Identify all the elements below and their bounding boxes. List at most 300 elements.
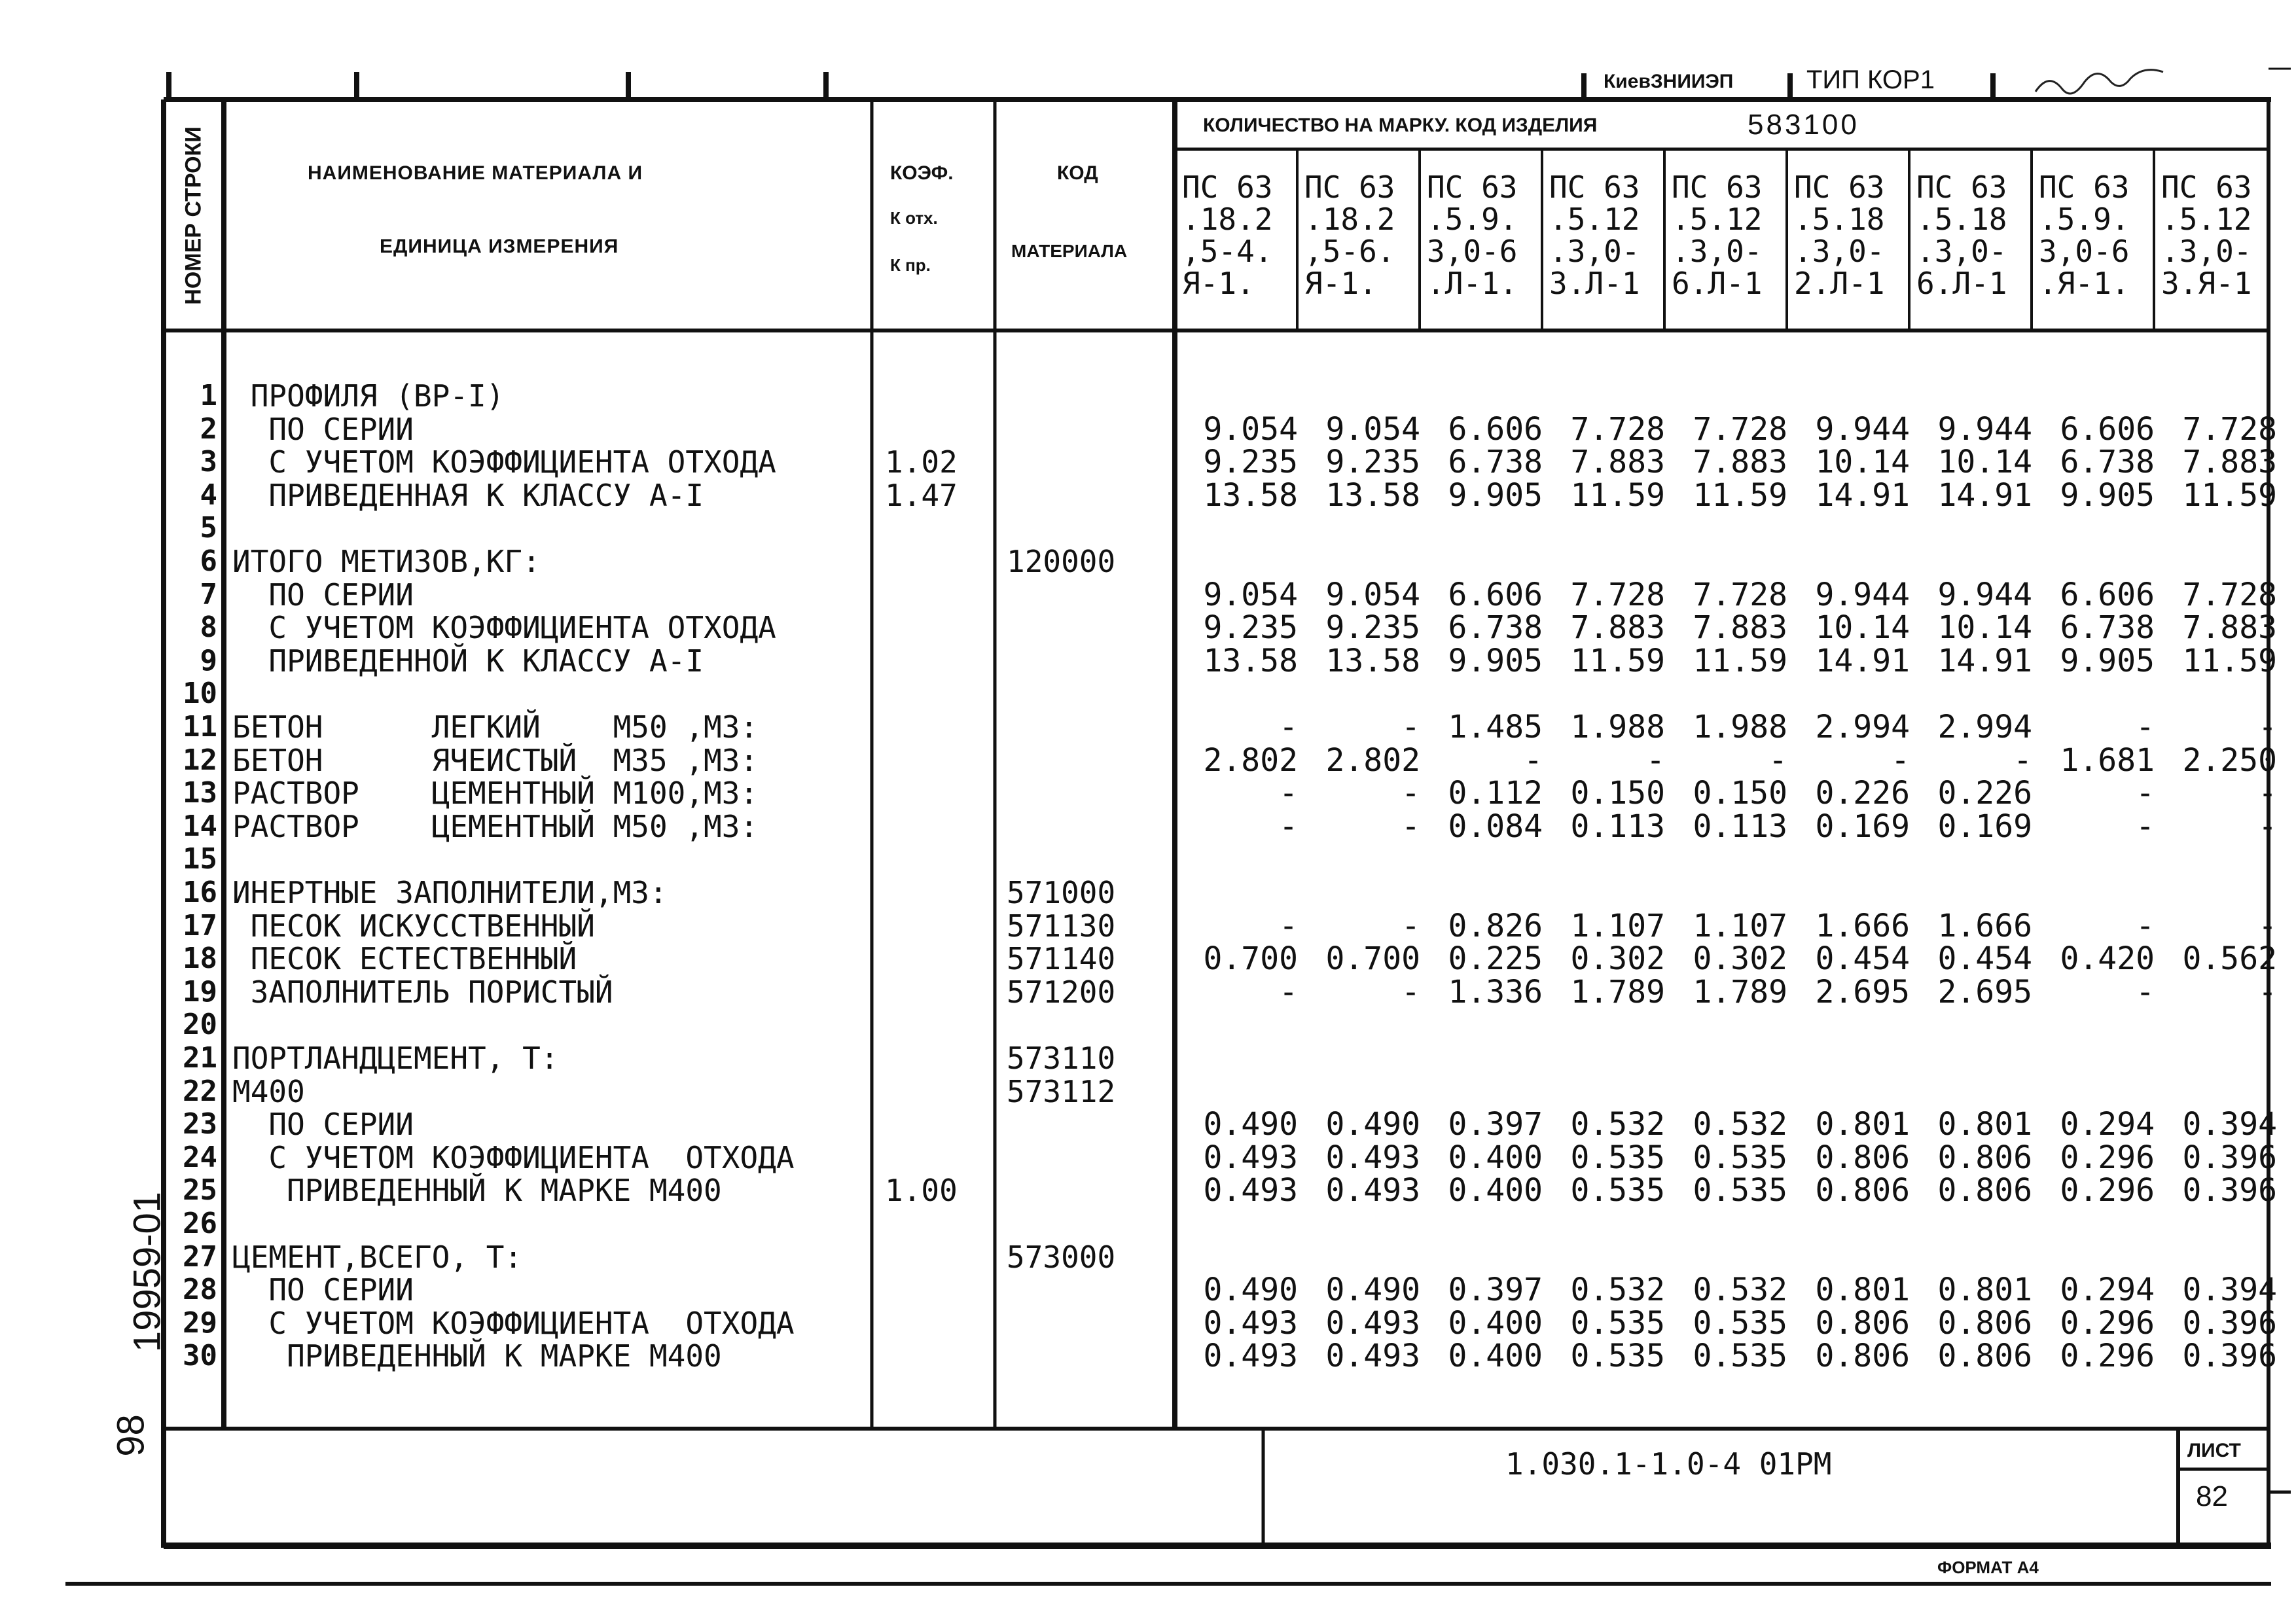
material-name: ИТОГО МЕТИЗОВ,КГ:: [232, 544, 541, 579]
quantity-cell: 7.728: [2182, 410, 2277, 448]
quantity-cell: 0.294: [2060, 1106, 2155, 1143]
quantity-cell: 0.490: [1325, 1106, 1420, 1143]
material-name: С УЧЕТОМ КОЭФФИЦИЕНТА ОТХОДА: [232, 1139, 795, 1175]
quantity-cell: 0.400: [1448, 1338, 1543, 1375]
quantity-cell: 0.493: [1203, 1172, 1298, 1209]
quantity-cell: 0.532: [1693, 1106, 1787, 1143]
row-number: 19: [183, 974, 217, 1008]
product-column-header: [1427, 171, 1549, 300]
product-column-header-line: .5.12: [1549, 202, 1640, 237]
quantity-cell: 0.294: [2060, 1272, 2155, 1309]
quantity-cell: 13.58: [1203, 642, 1298, 679]
quantity-cell: 0.532: [1570, 1106, 1665, 1143]
row-number: 12: [183, 743, 217, 777]
quantity-cell: 9.054: [1325, 410, 1420, 448]
quantity-cell: -: [2258, 907, 2277, 944]
row-number: 14: [183, 809, 217, 843]
quantity-cell: 7.728: [2182, 576, 2277, 613]
quantity-cell: 0.396: [2182, 1304, 2277, 1342]
sheet-number: 82: [2196, 1480, 2228, 1512]
product-column-header-line: ПС 63: [2161, 169, 2252, 205]
quantity-cell: 1.789: [1693, 973, 1787, 1010]
quantity-cell: -: [1646, 741, 1665, 779]
row-number: 27: [183, 1240, 217, 1274]
quantity-cell: 2.695: [1815, 973, 1910, 1010]
row-number: 6: [200, 544, 217, 578]
quantity-cell: 0.394: [2182, 1106, 2277, 1143]
quantity-cell: 0.806: [1937, 1304, 2032, 1342]
quantity-cell: 11.59: [2182, 642, 2277, 679]
quantity-cell: 0.113: [1570, 808, 1665, 845]
quantity-cell: 0.226: [1815, 775, 1910, 812]
product-column-header-line: 3,0-6: [2039, 234, 2130, 269]
quantity-cell: 6.738: [1448, 609, 1543, 647]
coefficient: 1.47: [885, 477, 958, 513]
product-column-header-line: ПС 63: [1672, 169, 1763, 205]
quantity-cell: 0.806: [1937, 1139, 2032, 1176]
row-number: 9: [200, 643, 217, 677]
row-number-header: НОМЕР СТРОКИ: [181, 126, 206, 305]
quantity-cell: 0.535: [1570, 1304, 1665, 1342]
quantity-cell: 0.396: [2182, 1172, 2277, 1209]
material-name: РАСТВОР ЦЕМЕНТНЫЙ М50 ,М3:: [232, 808, 759, 844]
quantity-cell: 6.606: [2060, 576, 2155, 613]
material-name: ПРОФИЛЯ (ВР-I): [232, 378, 505, 414]
product-column-header-line: ПС 63: [1794, 169, 1885, 205]
quantity-cell: 7.728: [1570, 410, 1665, 448]
row-number: 26: [183, 1207, 217, 1240]
material-name: М400: [232, 1073, 305, 1109]
quantity-cell: 7.728: [1693, 410, 1787, 448]
quantity-cell: 9.944: [1815, 576, 1910, 613]
quantity-cell: 0.150: [1570, 775, 1665, 812]
quantity-cell: 0.396: [2182, 1338, 2277, 1375]
quantity-cell: 0.225: [1448, 940, 1543, 978]
quantity-cell: 13.58: [1203, 476, 1298, 514]
quantity-cell: 2.994: [1937, 709, 2032, 745]
row-number: 13: [183, 776, 217, 810]
product-column-header-line: .5.12: [2161, 202, 2252, 237]
product-column-header: [2161, 171, 2283, 300]
product-column-header-line: .3,0-: [1916, 234, 2007, 269]
quantity-cell: 0.801: [1815, 1106, 1910, 1143]
material-name: ПО СЕРИИ: [232, 1272, 414, 1308]
quantity-cell: 1.666: [1815, 907, 1910, 944]
product-column-header-line: 6.Л-1: [1672, 266, 1763, 301]
product-column-header-line: ПС 63: [1916, 169, 2007, 205]
quantity-cell: 0.302: [1693, 940, 1787, 978]
material-code: 571140: [1007, 941, 1116, 977]
product-column-header-line: 2.Л-1: [1794, 266, 1885, 301]
quantity-cell: 0.490: [1203, 1272, 1298, 1309]
quantity-cell: -: [1524, 741, 1543, 779]
product-column-header: [1794, 171, 1916, 300]
signature-scribble: [2036, 70, 2163, 94]
product-column-header-line: ПС 63: [1549, 169, 1640, 205]
quantity-cell: 0.535: [1693, 1338, 1787, 1375]
material-name: С УЧЕТОМ КОЭФФИЦИЕНТА ОТХОДА: [232, 1305, 795, 1341]
quantity-cell: 0.801: [1937, 1272, 2032, 1309]
quantity-cell: 0.150: [1693, 775, 1787, 812]
product-column-header-line: ,5-4.: [1182, 234, 1273, 269]
quantity-cell: 9.054: [1325, 576, 1420, 613]
material-code: 571130: [1007, 908, 1116, 944]
quantity-cell: 9.905: [1448, 642, 1543, 679]
row-number: 2: [200, 412, 217, 446]
row-number: 28: [183, 1273, 217, 1307]
material-name: ПЕСОК ИСКУССТВЕННЫЙ: [232, 908, 595, 944]
quantity-cell: 0.296: [2060, 1139, 2155, 1176]
product-column-header-line: .Я-1.: [2039, 266, 2130, 301]
quantity-cell: 13.58: [1325, 476, 1420, 514]
quantity-cell: 0.084: [1448, 808, 1543, 845]
quantity-cell: 6.606: [2060, 410, 2155, 448]
product-column-header-line: ПС 63: [1304, 169, 1395, 205]
quantity-cell: 0.490: [1203, 1106, 1298, 1143]
quantity-cell: 0.700: [1325, 940, 1420, 978]
quantity-cell: -: [2136, 709, 2155, 745]
quantity-cell: 0.535: [1570, 1172, 1665, 1209]
quantity-cell: 9.054: [1203, 576, 1298, 613]
material-name: ПО СЕРИИ: [232, 1107, 414, 1143]
quantity-cell: 1.666: [1937, 907, 2032, 944]
quantity-cell: 6.606: [1448, 410, 1543, 448]
coefficient: 1.02: [885, 444, 958, 480]
sheet-label: ЛИСТ: [2187, 1440, 2241, 1461]
row-number: 7: [200, 577, 217, 611]
quantity-cell: 1.485: [1448, 709, 1543, 745]
quantity-cell: 11.59: [1693, 642, 1787, 679]
product-column-header-line: .3,0-: [1549, 234, 1640, 269]
material-code: 573000: [1007, 1239, 1116, 1275]
quantity-cell: 0.535: [1570, 1139, 1665, 1176]
product-column-header-line: .18.2: [1182, 202, 1273, 237]
quantity-cell: -: [2258, 808, 2277, 845]
row-number: 21: [183, 1041, 217, 1075]
quantity-cell: -: [1279, 808, 1298, 845]
quantity-cell: -: [2258, 709, 2277, 745]
material-name: ЗАПОЛНИТЕЛЬ ПОРИСТЫЙ: [232, 974, 613, 1010]
quantity-cell: 6.606: [1448, 576, 1543, 613]
quantity-cell: 9.944: [1937, 410, 2032, 448]
code-header-1: КОД: [1057, 162, 1098, 184]
product-column-header-line: 3.Я-1: [2161, 266, 2252, 301]
quantity-cell: 0.532: [1570, 1272, 1665, 1309]
quantity-cell: 0.397: [1448, 1272, 1543, 1309]
quantity-cell: 0.396: [2182, 1139, 2277, 1176]
format-label: ФОРМАТ А4: [1937, 1558, 2039, 1577]
quantity-cell: -: [2136, 907, 2155, 944]
product-column-header-line: ПС 63: [2039, 169, 2130, 205]
quantity-cell: -: [1401, 775, 1420, 812]
quantity-cell: 0.493: [1325, 1172, 1420, 1209]
quantity-cell: 0.535: [1693, 1304, 1787, 1342]
product-column-header-line: .3,0-: [2161, 234, 2252, 269]
quantity-cell: -: [1401, 973, 1420, 1010]
quantity-header-label: КОЛИЧЕСТВО НА МАРКУ. КОД ИЗДЕЛИЯ: [1203, 115, 1598, 136]
product-column-header-line: .5.9.: [2039, 202, 2130, 237]
material-name: ЦЕМЕНТ,ВСЕГО, Т:: [232, 1239, 523, 1275]
material-name: ПРИВЕДЕННЫЙ К МАРКЕ М400: [232, 1173, 722, 1209]
product-column-header-line: 3.Л-1: [1549, 266, 1640, 301]
quantity-cell: -: [1401, 907, 1420, 944]
quantity-cell: 0.700: [1203, 940, 1298, 978]
quantity-cell: 0.226: [1937, 775, 2032, 812]
quantity-cell: 9.235: [1325, 444, 1420, 481]
quantity-cell: 0.169: [1937, 808, 2032, 845]
side-page-number: 98: [109, 1414, 152, 1457]
product-column-header-line: 6.Л-1: [1916, 266, 2007, 301]
quantity-cell: 0.400: [1448, 1304, 1543, 1342]
row-number: 30: [183, 1339, 217, 1373]
quantity-cell: 0.302: [1570, 940, 1665, 978]
quantity-cell: 6.738: [2060, 444, 2155, 481]
product-column-header-line: ,5-6.: [1304, 234, 1395, 269]
quantity-cell: 9.905: [2060, 642, 2155, 679]
quantity-cell: 0.493: [1203, 1338, 1298, 1375]
product-column-header-line: .Л-1.: [1427, 266, 1518, 301]
quantity-cell: 0.801: [1937, 1106, 2032, 1143]
material-name: РАСТВОР ЦЕМЕНТНЫЙ М100,М3:: [232, 776, 759, 812]
row-number: 25: [183, 1173, 217, 1207]
code-header-2: МАТЕРИАЛА: [1011, 241, 1128, 261]
material-name: С УЧЕТОМ КОЭФФИЦИЕНТА ОТХОДА: [232, 610, 776, 646]
quantity-cell: 14.91: [1937, 642, 2032, 679]
product-column-header-line: 3,0-6: [1427, 234, 1518, 269]
quantity-cell: 9.235: [1325, 609, 1420, 647]
quantity-cell: 1.681: [2060, 741, 2155, 779]
row-number: 8: [200, 611, 217, 645]
quantity-cell: 13.58: [1325, 642, 1420, 679]
quantity-cell: 10.14: [1937, 609, 2032, 647]
quantity-cell: 0.493: [1203, 1139, 1298, 1176]
quantity-cell: 0.806: [1937, 1338, 2032, 1375]
quantity-cell: 9.944: [1937, 576, 2032, 613]
material-name: ПРИВЕДЕННАЯ К КЛАССУ А-I: [232, 477, 704, 513]
quantity-cell: 7.883: [2182, 444, 2277, 481]
quantity-cell: 0.400: [1448, 1139, 1543, 1176]
product-column-header: [1549, 171, 1671, 300]
quantity-cell: 11.59: [1693, 476, 1787, 514]
row-number: 10: [183, 677, 217, 711]
quantity-cell: 9.054: [1203, 410, 1298, 448]
material-name: БЕТОН ЛЕГКИЙ М50 ,М3:: [232, 709, 759, 745]
quantity-cell: 2.695: [1937, 973, 2032, 1010]
coefficient: 1.00: [885, 1173, 958, 1209]
quantity-cell: 11.59: [2182, 476, 2277, 514]
quantity-cell: -: [1279, 709, 1298, 745]
quantity-cell: -: [1279, 973, 1298, 1010]
quantity-cell: 9.905: [1448, 476, 1543, 514]
quantity-cell: 0.490: [1325, 1272, 1420, 1309]
quantity-cell: 0.454: [1815, 940, 1910, 978]
material-name-header-1: НАИМЕНОВАНИЕ МАТЕРИАЛА И: [308, 162, 643, 184]
quantity-cell: -: [2136, 808, 2155, 845]
product-column-header-line: .5.12: [1672, 202, 1763, 237]
product-column-header-line: Я-1.: [1182, 266, 1255, 301]
quantity-cell: 0.801: [1815, 1272, 1910, 1309]
stamp-code: ТИП КОР1: [1806, 65, 1935, 94]
product-column-header-line: Я-1.: [1304, 266, 1377, 301]
quantity-cell: 7.883: [2182, 609, 2277, 647]
quantity-cell: -: [1401, 709, 1420, 745]
product-column-header-line: ПС 63: [1182, 169, 1273, 205]
coef-header-1: КОЭФ.: [890, 162, 954, 184]
quantity-cell: 11.59: [1570, 642, 1665, 679]
material-name: ПО СЕРИИ: [232, 411, 414, 447]
product-column-header-line: .5.18: [1916, 202, 2007, 237]
row-number: 16: [183, 876, 217, 909]
product-column-header: [1916, 171, 2038, 300]
row-number: 3: [200, 445, 217, 479]
quantity-cell: 1.789: [1570, 973, 1665, 1010]
material-code: 571200: [1007, 974, 1116, 1010]
quantity-cell: 2.802: [1203, 741, 1298, 779]
row-number: 15: [183, 842, 217, 876]
material-name: БЕТОН ЯЧЕИСТЫЙ М35 ,М3:: [232, 742, 759, 778]
quantity-cell: 0.296: [2060, 1172, 2155, 1209]
quantity-cell: 11.59: [1570, 476, 1665, 514]
quantity-cell: 1.988: [1693, 709, 1787, 745]
quantity-cell: 0.806: [1815, 1172, 1910, 1209]
coef-header-3: К пр.: [890, 255, 931, 275]
quantity-cell: 1.988: [1570, 709, 1665, 745]
quantity-cell: 0.826: [1448, 907, 1543, 944]
product-column-header: [2039, 171, 2161, 300]
product-column-header-line: ПС 63: [1427, 169, 1518, 205]
quantity-cell: 0.562: [2182, 940, 2277, 978]
quantity-cell: 10.14: [1815, 444, 1910, 481]
quantity-cell: 0.806: [1815, 1338, 1910, 1375]
material-name: ПРИВЕДЕННЫЙ К МАРКЕ М400: [232, 1338, 722, 1374]
quantity-cell: 0.493: [1325, 1338, 1420, 1375]
product-code: 583100: [1748, 109, 1859, 141]
row-number: 4: [200, 478, 217, 512]
quantity-cell: 1.107: [1570, 907, 1665, 944]
quantity-cell: 7.883: [1693, 444, 1787, 481]
product-column-header-line: .5.9.: [1427, 202, 1518, 237]
quantity-cell: 14.91: [1815, 476, 1910, 514]
row-number: 23: [183, 1107, 217, 1141]
quantity-cell: 10.14: [1815, 609, 1910, 647]
quantity-cell: 0.394: [2182, 1272, 2277, 1309]
quantity-cell: -: [2013, 741, 2032, 779]
material-name: ПРИВЕДЕННОЙ К КЛАССУ А-I: [232, 643, 704, 679]
quantity-cell: 0.296: [2060, 1304, 2155, 1342]
archive-number: 19959-01: [126, 1191, 169, 1353]
quantity-cell: -: [2136, 775, 2155, 812]
quantity-cell: 7.728: [1693, 576, 1787, 613]
quantity-cell: 0.296: [2060, 1338, 2155, 1375]
quantity-cell: 0.400: [1448, 1172, 1543, 1209]
quantity-cell: 6.738: [2060, 609, 2155, 647]
quantity-cell: 2.802: [1325, 741, 1420, 779]
row-number: 22: [183, 1074, 217, 1108]
quantity-cell: -: [2136, 973, 2155, 1010]
quantity-cell: 1.107: [1693, 907, 1787, 944]
row-number: 11: [183, 710, 217, 743]
quantity-cell: 0.112: [1448, 775, 1543, 812]
quantity-cell: 6.738: [1448, 444, 1543, 481]
product-column-header-line: .18.2: [1304, 202, 1395, 237]
row-number: 29: [183, 1306, 217, 1340]
quantity-cell: 7.883: [1693, 609, 1787, 647]
material-code: 573110: [1007, 1041, 1116, 1076]
row-number: 5: [200, 511, 217, 545]
quantity-cell: 9.235: [1203, 609, 1298, 647]
quantity-cell: 0.493: [1325, 1139, 1420, 1176]
material-name: ПО СЕРИИ: [232, 577, 414, 613]
row-number: 20: [183, 1008, 217, 1042]
quantity-cell: 9.235: [1203, 444, 1298, 481]
row-number: 1: [200, 379, 217, 412]
quantity-cell: -: [1279, 907, 1298, 944]
quantity-cell: 7.883: [1570, 609, 1665, 647]
product-column-header-line: .3,0-: [1672, 234, 1763, 269]
document-code: 1.030.1-1.0-4 01РМ: [1505, 1446, 1832, 1482]
quantity-cell: -: [1279, 775, 1298, 812]
quantity-cell: 1.336: [1448, 973, 1543, 1010]
quantity-cell: 0.806: [1937, 1172, 2032, 1209]
quantity-cell: 0.532: [1693, 1272, 1787, 1309]
quantity-cell: 0.454: [1937, 940, 2032, 978]
material-name: ИНЕРТНЫЕ ЗАПОЛНИТЕЛИ,М3:: [232, 875, 668, 910]
stamp-org: КиевЗНИИЭП: [1604, 71, 1734, 92]
row-number: 24: [183, 1140, 217, 1174]
quantity-cell: -: [2258, 973, 2277, 1010]
product-column-header: [1672, 171, 1793, 300]
material-code: 573112: [1007, 1073, 1116, 1109]
product-column-header-line: .5.18: [1794, 202, 1885, 237]
quantity-cell: 10.14: [1937, 444, 2032, 481]
quantity-cell: 14.91: [1815, 642, 1910, 679]
quantity-cell: 0.493: [1203, 1304, 1298, 1342]
quantity-cell: 0.169: [1815, 808, 1910, 845]
product-column-header: [1304, 171, 1426, 300]
material-name: ПЕСОК ЕСТЕСТВЕННЫЙ: [232, 941, 577, 977]
quantity-cell: 9.905: [2060, 476, 2155, 514]
material-name: С УЧЕТОМ КОЭФФИЦИЕНТА ОТХОДА: [232, 444, 776, 480]
quantity-cell: -: [1891, 741, 1910, 779]
product-column-header: [1182, 171, 1304, 300]
quantity-cell: 0.535: [1570, 1338, 1665, 1375]
material-name-header-2: ЕДИНИЦА ИЗМЕРЕНИЯ: [380, 236, 619, 257]
quantity-cell: 14.91: [1937, 476, 2032, 514]
row-number: 18: [183, 942, 217, 976]
quantity-cell: 0.493: [1325, 1304, 1420, 1342]
quantity-cell: 0.806: [1815, 1139, 1910, 1176]
quantity-cell: 0.806: [1815, 1304, 1910, 1342]
quantity-cell: 9.944: [1815, 410, 1910, 448]
quantity-cell: -: [1768, 741, 1787, 779]
material-code: 120000: [1007, 544, 1116, 579]
quantity-cell: 0.113: [1693, 808, 1787, 845]
material-code: 571000: [1007, 875, 1116, 910]
quantity-cell: 7.883: [1570, 444, 1665, 481]
quantity-cell: -: [2258, 775, 2277, 812]
quantity-cell: -: [1401, 808, 1420, 845]
quantity-cell: 2.250: [2182, 741, 2277, 779]
product-column-header-line: .3,0-: [1794, 234, 1885, 269]
quantity-cell: 0.397: [1448, 1106, 1543, 1143]
material-name: ПОРТЛАНДЦЕМЕНТ, Т:: [232, 1041, 559, 1076]
quantity-cell: 2.994: [1815, 709, 1910, 745]
quantity-cell: 0.535: [1693, 1172, 1787, 1209]
coef-header-2: К отх.: [890, 208, 938, 228]
quantity-cell: 0.420: [2060, 940, 2155, 978]
quantity-cell: 0.535: [1693, 1139, 1787, 1176]
row-number: 17: [183, 908, 217, 942]
